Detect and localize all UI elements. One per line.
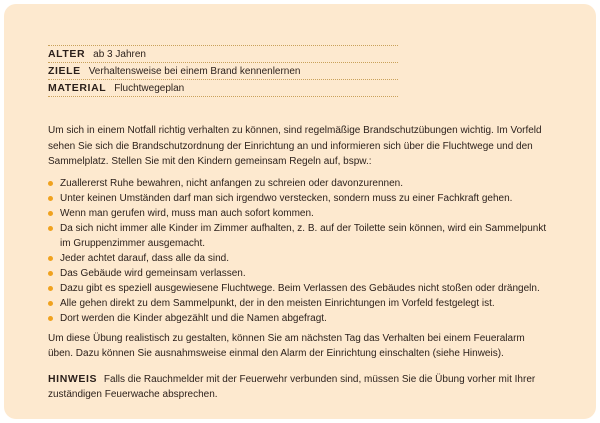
meta-goals-label: ZIELE [48, 65, 81, 77]
meta-age-value: ab 3 Jahren [93, 49, 146, 60]
list-item-text: Unter keinen Umständen darf man sich irgendwo verstecken, sondern muss zu einer Fachkraft gehen. [60, 192, 513, 204]
bullet-dot-icon [48, 211, 53, 216]
list-item-text: Zuallererst Ruhe bewahren, nicht anfangen zu schreien oder davonzurennen. [60, 177, 403, 189]
bullet-dot-icon [48, 256, 53, 261]
bullet-dot-icon [48, 271, 53, 276]
hint-text: Falls die Rauchmelder mit der Feuerwehr verbunden sind, müssen Sie die Übung vorher mit Ihrer zuständigen Feuerwache absprechen. [48, 373, 536, 400]
list-item-text: Alle gehen direkt zu dem Sammelpunkt, der in den meisten Einrichtungen im Vorfeld festgelegt ist. [60, 297, 495, 309]
list-item-text: Jeder achtet darauf, dass alle da sind. [60, 252, 229, 264]
list-item-text: Da sich nicht immer alle Kinder im Zimmer aufhalten, z. B. auf der Toilette sein können, wird ein Sammelpunkt im Gruppenzimmer ausgemacht. [60, 222, 547, 249]
meta-goals-value: Verhaltensweise bei einem Brand kennenlernen [88, 66, 301, 77]
list-item [48, 191, 550, 206]
list-item [48, 296, 550, 311]
list-item [48, 206, 550, 221]
list-item [48, 221, 550, 251]
meta-material-row [48, 79, 398, 97]
bullet-dot-icon [48, 301, 53, 306]
meta-age-label: ALTER [48, 48, 86, 60]
list-item-text: Das Gebäude wird gemeinsam verlassen. [60, 267, 246, 279]
meta-material-value: Fluchtwegeplan [114, 83, 185, 94]
meta-material-label: MATERIAL [48, 82, 107, 94]
list-item [48, 266, 550, 281]
hint-paragraph [48, 372, 550, 403]
list-item [48, 251, 550, 266]
outro-paragraph: Um diese Übung realistisch zu gestalten, können Sie am nächsten Tag das Verhalten bei einem Feueralarm üben. Dazu können Sie ausnahmsweise einmal den Alarm der Einrichtung einschalten (siehe Hinweis). [48, 332, 525, 359]
meta-goals-row [48, 62, 398, 79]
list-item-text: Dort werden die Kinder abgezählt und die Namen abgefragt. [60, 312, 327, 324]
bullet-dot-icon [48, 196, 53, 201]
meta-age-row [48, 45, 398, 62]
activity-card [4, 4, 596, 419]
list-item [48, 176, 550, 191]
list-item [48, 281, 550, 296]
intro-paragraph: Um sich in einem Notfall richtig verhalten zu können, sind regelmäßige Brandschutzübungen wichtig. Im Vorfeld sehen Sie sich die Brandschutzordnung der Einrichtung an und informieren sich über die Fluchtwege und den Sammelplatz. Stellen Sie mit den Kindern gemeinsam Regeln auf, bspw.: [48, 125, 542, 167]
bullet-dot-icon [48, 316, 53, 321]
rules-list [48, 176, 550, 326]
list-item [48, 311, 550, 326]
list-item-text: Dazu gibt es speziell ausgewiesene Fluchtwege. Beim Verlassen des Gebäudes nicht stoßen oder drängeln. [60, 282, 540, 294]
bullet-dot-icon [48, 286, 53, 291]
bullet-dot-icon [48, 226, 53, 231]
bullet-dot-icon [48, 181, 53, 186]
hint-label: HINWEIS [48, 372, 98, 385]
list-item-text: Wenn man gerufen wird, muss man auch sofort kommen. [60, 207, 314, 219]
